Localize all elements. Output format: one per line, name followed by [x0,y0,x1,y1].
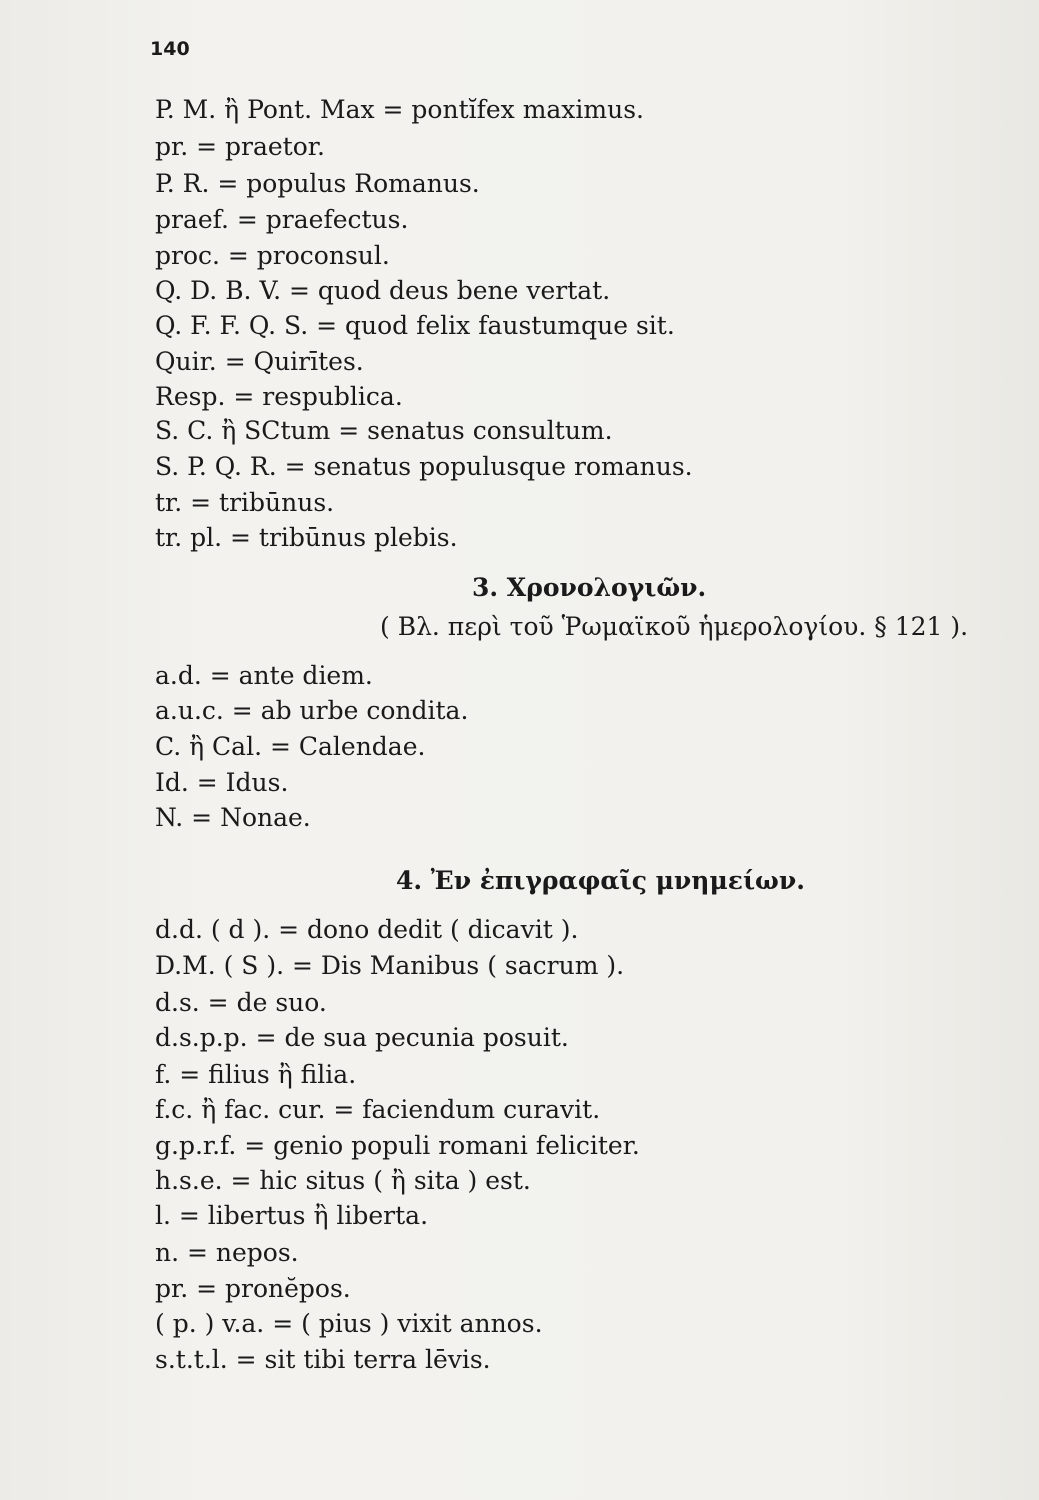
abbrev-line: a.d. = ante diem. [155,661,373,690]
abbrev-line: n. = nepos. [155,1238,299,1267]
abbrev-line: Q. F. F. Q. S. = quod felix faustumque sit. [155,311,675,340]
abbrev-line: tr. = tribūnus. [155,488,335,517]
abbrev-line: proc. = proconsul. [155,241,390,270]
abbrev-line: d.d. ( d ). = dono dedit ( dicavit ). [155,915,579,944]
abbrev-line: Q. D. B. V. = quod deus bene vertat. [155,276,611,305]
abbrev-line: ( p. ) v.a. = ( pius ) vixit annos. [155,1309,543,1338]
abbrev-line: f. = filius ἢ filia. [155,1060,357,1089]
abbrev-line: Resp. = respublica. [155,382,403,411]
abbrev-line: d.s.p.p. = de sua pecunia posuit. [155,1023,569,1052]
section-subheading: ( Βλ. περὶ τοῦ Ῥωμαϊκοῦ ἡμερολογίου. § 121 ). [380,612,969,641]
abbrev-line: a.u.c. = ab urbe condita. [155,696,469,725]
abbrev-line: praef. = praefectus. [155,205,409,234]
section-heading-chronology: 3. Χρονολογιῶν. [472,573,707,602]
abbrev-line: pr. = pronĕpos. [155,1274,351,1303]
abbrev-line: d.s. = de suo. [155,988,327,1017]
abbrev-line: f.c. ἢ fac. cur. = faciendum curavit. [155,1095,601,1124]
page-number: 140 [150,38,190,60]
abbrev-line: tr. pl. = tribūnus plebis. [155,523,458,552]
section-heading-inscriptions: 4. Ἐν ἐπιγραφαῖς μνημείων. [396,866,805,895]
abbrev-line: S. C. ἢ SCtum = senatus consultum. [155,416,613,445]
abbrev-line: s.t.t.l. = sit tibi terra lēvis. [155,1345,491,1374]
abbrev-line: g.p.r.f. = genio populi romani feliciter. [155,1131,640,1160]
abbrev-line: Quir. = Quirītes. [155,347,364,376]
abbrev-line: l. = libertus ἢ liberta. [155,1201,429,1230]
abbrev-line: N. = Nonae. [155,803,311,832]
abbrev-line: D.M. ( S ). = Dis Manibus ( sacrum ). [155,951,625,980]
abbrev-line: P. M. ἢ Pont. Max = pontĭfex maximus. [155,95,644,124]
abbrev-line: C. ἢ Cal. = Calendae. [155,732,426,761]
abbrev-line: S. P. Q. R. = senatus populusque romanus. [155,452,693,481]
abbrev-line: P. R. = populus Romanus. [155,169,480,198]
abbrev-line: h.s.e. = hic situs ( ἢ sita ) est. [155,1166,531,1195]
abbrev-line: Id. = Idus. [155,768,289,797]
abbrev-line: pr. = praetor. [155,132,325,161]
